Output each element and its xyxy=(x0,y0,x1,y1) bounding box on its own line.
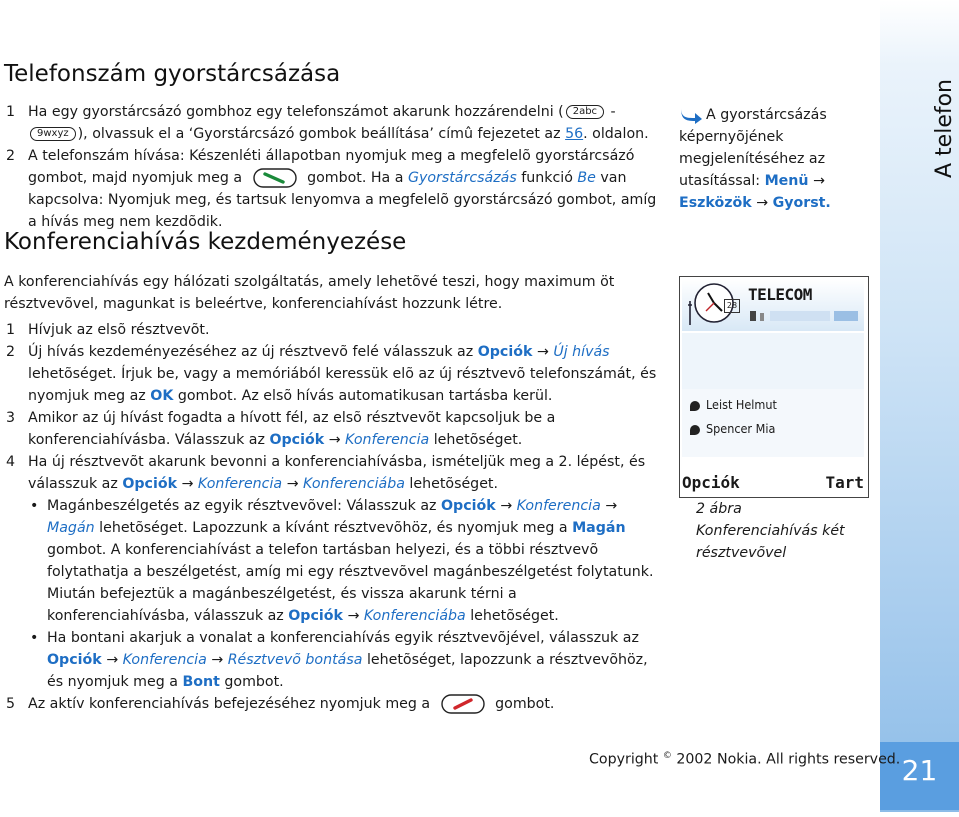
step-number: 1 xyxy=(6,104,16,120)
step-number: 2 xyxy=(6,344,16,360)
menu-menu: Menü xyxy=(764,173,809,189)
call-key-icon xyxy=(253,168,297,188)
phone-wallpaper xyxy=(682,333,864,389)
chapter-title xyxy=(896,60,957,190)
text: Magánbeszélgetés az egyik résztvevõvel: Válasszuk az xyxy=(47,498,441,514)
step2-line4: a hívás meg nem kezdõdik. xyxy=(28,214,223,230)
ok-key: OK xyxy=(150,388,174,404)
side-note-line2: képernyõjének xyxy=(679,129,784,145)
menu-konferencia: Konferencia xyxy=(516,498,601,514)
text: gombot. xyxy=(219,674,284,690)
bullet1-line6 xyxy=(47,605,559,627)
left-softkey: Opciók xyxy=(682,473,740,492)
call-item-2 xyxy=(690,421,775,436)
menu-eszkozok: Eszközök xyxy=(679,195,752,211)
bullet1-line4: folytathatja a beszélgetést, amíg mi egy résztvevõvel magánbeszélgetést folytatunk. xyxy=(47,564,654,580)
step2-line1: A telefonszám hívása: Készenléti állapotban nyomjuk meg a megfelelõ gyorstárcsázó xyxy=(28,148,635,164)
text: utasítással: xyxy=(679,173,765,189)
intro-line2: résztvevõvel, magunkat is beleértve, konferenciahívást hozzunk létre. xyxy=(4,296,503,312)
conf-step2-line3 xyxy=(28,385,552,407)
bullet1-line3: gombot. A konferenciahívást a telefon tartásban helyezi, és a többi résztvevõ xyxy=(47,542,599,558)
bullet1-line2 xyxy=(47,517,626,539)
text: lehetõséget. Lapozzunk a kívánt résztvevõhöz, és nyomjuk meg a xyxy=(94,520,573,536)
text: Az aktív konferenciahívás befejezéséhez nyomjuk meg a xyxy=(28,696,431,712)
figure-caption xyxy=(696,498,845,564)
text: ), olvassuk el a ‘Gyorstárcsázó gombok beállítása’ címû fejezetet az xyxy=(77,126,566,142)
text: 2002 Nokia. All rights reserved. xyxy=(671,751,901,768)
menu-opciok: Opciók xyxy=(477,344,533,360)
caption-line1: 2 ábra xyxy=(696,501,742,517)
side-note-line4 xyxy=(679,170,859,192)
contact-name: Spencer Mia xyxy=(706,421,776,436)
caption-line3: résztvevõvel xyxy=(696,545,787,561)
text: . oldalon. xyxy=(583,126,649,142)
conf-step5 xyxy=(28,693,554,715)
text: lehetõséget. xyxy=(404,476,498,492)
section-title-speed-dial: Telefonszám gyorstárcsázása xyxy=(4,61,341,87)
text: lehetõséget. xyxy=(465,608,559,624)
page-number: 21 xyxy=(901,754,938,787)
arrow-icon: → xyxy=(756,195,769,211)
magan-key: Magán xyxy=(572,520,626,536)
conf-step1: Hívjuk az elsõ résztvevõt. xyxy=(28,322,210,338)
intro-line1: A konferenciahívás egy hálózati szolgáltatás, amely lehetõvé teszi, hogy maximum öt xyxy=(4,274,615,290)
menu-konferenciaba: Konferenciába xyxy=(303,476,405,492)
text: konferenciahívásba, válasszuk az xyxy=(47,608,289,624)
signal-strength-icon xyxy=(750,309,860,323)
menu-konferencia: Konferencia xyxy=(345,432,430,448)
step-number: 3 xyxy=(6,410,16,426)
operator-name: TELECOM xyxy=(748,285,812,304)
bullet2-line3 xyxy=(47,671,284,693)
bullet-icon: • xyxy=(30,498,39,514)
tip-arrow-icon xyxy=(679,106,703,124)
copyright xyxy=(589,751,900,768)
bullet-icon: • xyxy=(30,630,39,646)
text: konferenciahívásba. Válasszuk az xyxy=(28,432,270,448)
menu-uj-hivas: Új hívás xyxy=(553,344,610,360)
menu-konferencia: Konferencia xyxy=(197,476,283,492)
arrow-icon: → xyxy=(813,173,825,189)
conf-step3-line1: Amikor az új hívást fogadta a hívott fél, az elsõ résztvevõt kapcsoljuk be a xyxy=(28,410,556,426)
text: lehetõséget, lapozzunk a résztvevõhöz, xyxy=(362,652,648,668)
text: gombot, majd nyomjuk meg a xyxy=(28,170,243,186)
setting-on: Be xyxy=(577,170,596,186)
text: Új hívás kezdeményezéséhez az új résztvevõ felé válasszuk az xyxy=(28,344,478,360)
key-9wxyz-icon: 9wxyz xyxy=(30,127,76,141)
text: - xyxy=(606,104,616,120)
text: van xyxy=(595,170,627,186)
caption-line2: Konferenciahívás két xyxy=(696,523,845,539)
key-2abc-icon: 2abc xyxy=(566,105,604,119)
arrow-icon: → xyxy=(500,498,513,514)
text: gombot. xyxy=(495,696,555,712)
menu-gyorst: Gyorst. xyxy=(772,195,831,211)
menu-opciok: Opciók xyxy=(47,652,102,668)
step2-line2 xyxy=(28,167,626,189)
bullet1-line5: Miután befejeztük a magánbeszélgetést, és vissza akarunk térni a xyxy=(47,586,517,602)
arrow-icon: → xyxy=(286,476,299,492)
step-number: 2 xyxy=(6,148,16,164)
end-call-key-icon xyxy=(441,694,485,714)
page-link[interactable]: 56 xyxy=(565,126,584,142)
menu-resztvevo-bontasa: Résztvevõ bontása xyxy=(227,652,363,668)
phone-handset-icon xyxy=(690,401,700,411)
menu-opciok: Opciók xyxy=(269,432,325,448)
text: nyomjuk meg az xyxy=(28,388,151,404)
arrow-icon: → xyxy=(211,652,224,668)
side-note-line3: megjelenítéséhez az xyxy=(679,151,826,167)
conf-step4-line2 xyxy=(28,473,498,495)
menu-konferenciaba: Konferenciába xyxy=(363,608,466,624)
phone-screen xyxy=(679,276,869,498)
speed-dial-setting: Gyorstárcsázás xyxy=(407,170,517,186)
arrow-icon: → xyxy=(536,344,549,360)
contact-name: Leist Helmut xyxy=(706,397,777,412)
arrow-icon: → xyxy=(605,498,618,514)
conf-step2-line2: lehetõséget. Írjuk be, vagy a memóriából keressük elõ az új résztvevõ telefonszámát, és xyxy=(28,366,657,382)
text: A gyorstárcsázás xyxy=(706,107,827,123)
step-number: 5 xyxy=(6,696,16,712)
menu-opciok: Opciók xyxy=(288,608,343,624)
text: válasszuk az xyxy=(28,476,123,492)
conf-step4-line1: Ha új résztvevõt akarunk bevonni a konferenciahívásba, ismételjük meg a 2. lépést, és xyxy=(28,454,646,470)
menu-magan: Magán xyxy=(47,520,95,536)
right-softkey: Tart xyxy=(825,473,864,492)
step1-line2 xyxy=(28,123,649,145)
menu-opciok: Opciók xyxy=(441,498,496,514)
bont-key: Bont xyxy=(182,674,220,690)
arrow-icon: → xyxy=(106,652,119,668)
step1-line1 xyxy=(28,101,616,123)
arrow-icon: → xyxy=(181,476,194,492)
conf-step2-line1 xyxy=(28,341,610,363)
text: Copyright xyxy=(589,751,663,768)
menu-konferencia: Konferencia xyxy=(122,652,207,668)
chapter-title-text: A telefon xyxy=(932,79,957,178)
text: funkció xyxy=(516,170,578,186)
call-list xyxy=(682,389,864,457)
bullet2-line1: Ha bontani akarjuk a vonalat a konferenciahívás egyik résztvevõjével, válasszuk az xyxy=(47,630,639,646)
calendar-icon: 28 xyxy=(724,299,740,313)
menu-opciok: Opciók xyxy=(122,476,177,492)
phone-handset-icon xyxy=(690,425,700,435)
arrow-icon: → xyxy=(328,432,341,448)
step-number: 1 xyxy=(6,322,16,338)
copyright-symbol: © xyxy=(662,751,672,761)
text: gombot. Ha a xyxy=(307,170,408,186)
text: Ha egy gyorstárcsázó gombhoz egy telefonszámot akarunk hozzárendelni ( xyxy=(28,104,564,120)
text: és nyomjuk meg a xyxy=(47,674,183,690)
side-note xyxy=(679,104,859,214)
text: gombot. Az elsõ hívás automatikusan tartásba kerül. xyxy=(173,388,553,404)
text: lehetõséget. xyxy=(429,432,523,448)
side-note-line1 xyxy=(679,104,859,126)
conf-step3-line2 xyxy=(28,429,522,451)
step-number: 4 xyxy=(6,454,16,470)
bullet1-line1 xyxy=(47,495,617,517)
arrow-icon: → xyxy=(347,608,360,624)
bullet2-line2 xyxy=(47,649,648,671)
step2-line3: kapcsolva: Nyomjuk meg, és tartsuk lenyomva a megfelelõ gyorstárcsázó gombot, amíg xyxy=(28,192,657,208)
section-title-conference: Konferenciahívás kezdeményezése xyxy=(4,229,407,255)
call-item-1 xyxy=(690,397,777,412)
side-note-line5 xyxy=(679,192,859,214)
